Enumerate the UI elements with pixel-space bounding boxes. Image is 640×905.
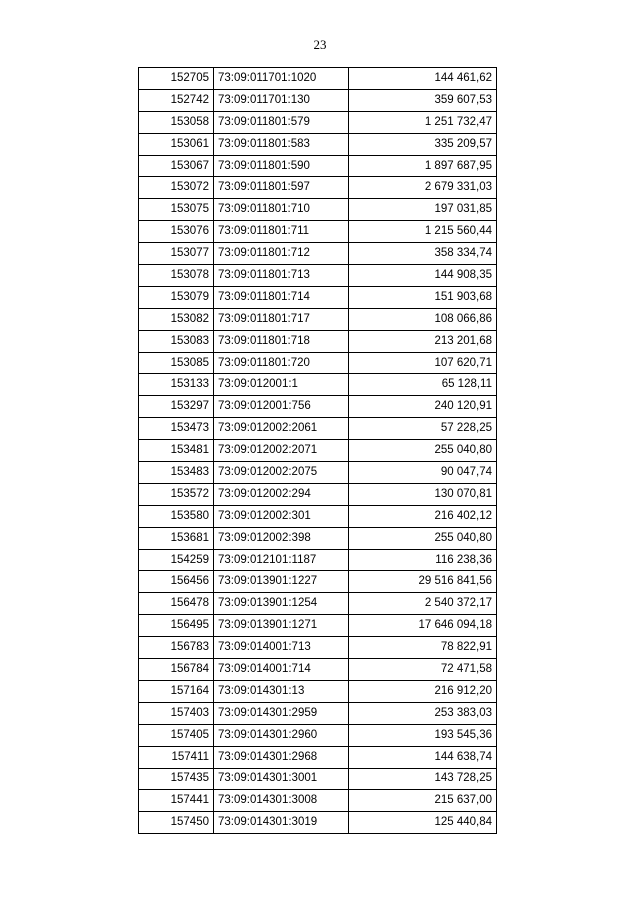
table-row — [139, 133, 497, 155]
cadastral-value-cell: 116 238,36 — [349, 549, 497, 571]
row-id-cell: 154259 — [139, 549, 214, 571]
row-id-cell: 156784 — [139, 659, 214, 681]
cadastral-value-cell: 1 897 687,95 — [349, 155, 497, 177]
table-row — [139, 221, 497, 243]
row-id-cell: 152742 — [139, 89, 214, 111]
table-row — [139, 527, 497, 549]
cadastral-value-cell: 17 646 094,18 — [349, 615, 497, 637]
cadastral-number-cell: 73:09:014001:714 — [214, 659, 349, 681]
table-row — [139, 571, 497, 593]
row-id-cell: 153079 — [139, 286, 214, 308]
cadastral-value-cell: 197 031,85 — [349, 199, 497, 221]
table-row — [139, 637, 497, 659]
cadastral-number-cell: 73:09:012101:1187 — [214, 549, 349, 571]
row-id-cell: 157450 — [139, 812, 214, 834]
cadastral-value-cell: 107 620,71 — [349, 352, 497, 374]
cadastral-number-cell: 73:09:013901:1227 — [214, 571, 349, 593]
table-row — [139, 396, 497, 418]
cadastral-number-cell: 73:09:014301:13 — [214, 680, 349, 702]
row-id-cell: 153058 — [139, 111, 214, 133]
cadastral-value-cell: 144 461,62 — [349, 68, 497, 90]
row-id-cell: 153297 — [139, 396, 214, 418]
cadastral-number-cell: 73:09:011801:712 — [214, 243, 349, 265]
row-id-cell: 153580 — [139, 505, 214, 527]
cadastral-value-cell: 255 040,80 — [349, 527, 497, 549]
row-id-cell: 153572 — [139, 483, 214, 505]
row-id-cell: 153061 — [139, 133, 214, 155]
cadastral-value-cell: 65 128,11 — [349, 374, 497, 396]
cadastral-number-cell: 73:09:013901:1254 — [214, 593, 349, 615]
table-row — [139, 440, 497, 462]
cadastral-value-cell: 2 679 331,03 — [349, 177, 497, 199]
page-number: 23 — [313, 37, 327, 52]
cadastral-value-cell: 57 228,25 — [349, 418, 497, 440]
table-row — [139, 111, 497, 133]
cadastral-number-cell: 73:09:011701:130 — [214, 89, 349, 111]
row-id-cell: 153473 — [139, 418, 214, 440]
cadastral-number-cell: 73:09:012002:301 — [214, 505, 349, 527]
cadastral-value-cell: 78 822,91 — [349, 637, 497, 659]
cadastral-value-cell: 358 334,74 — [349, 243, 497, 265]
table-body — [139, 68, 497, 834]
row-id-cell: 153085 — [139, 352, 214, 374]
row-id-cell: 157403 — [139, 702, 214, 724]
table-row — [139, 352, 497, 374]
cadastral-value-cell: 72 471,58 — [349, 659, 497, 681]
row-id-cell: 157441 — [139, 790, 214, 812]
table-row — [139, 680, 497, 702]
cadastral-number-cell: 73:09:011801:711 — [214, 221, 349, 243]
cadastral-value-cell: 240 120,91 — [349, 396, 497, 418]
cadastral-number-cell: 73:09:011801:583 — [214, 133, 349, 155]
cadastral-number-cell: 73:09:014301:3001 — [214, 768, 349, 790]
cadastral-number-cell: 73:09:012002:398 — [214, 527, 349, 549]
cadastral-value-cell: 255 040,80 — [349, 440, 497, 462]
row-id-cell: 157164 — [139, 680, 214, 702]
cadastral-value-cell: 90 047,74 — [349, 462, 497, 484]
row-id-cell: 153483 — [139, 462, 214, 484]
cadastral-value-cell: 29 516 841,56 — [349, 571, 497, 593]
table-row — [139, 462, 497, 484]
table-row — [139, 483, 497, 505]
row-id-cell: 153082 — [139, 308, 214, 330]
row-id-cell: 153077 — [139, 243, 214, 265]
cadastral-number-cell: 73:09:014301:3019 — [214, 812, 349, 834]
cadastral-number-cell: 73:09:012001:756 — [214, 396, 349, 418]
row-id-cell: 156456 — [139, 571, 214, 593]
cadastral-number-cell: 73:09:011801:590 — [214, 155, 349, 177]
cadastral-value-cell: 215 637,00 — [349, 790, 497, 812]
cadastral-number-cell: 73:09:014001:713 — [214, 637, 349, 659]
cadastral-number-cell: 73:09:012002:2071 — [214, 440, 349, 462]
cadastral-number-cell: 73:09:012001:1 — [214, 374, 349, 396]
row-id-cell: 156783 — [139, 637, 214, 659]
table-row — [139, 746, 497, 768]
cadastral-value-table — [138, 67, 497, 834]
table-row — [139, 790, 497, 812]
row-id-cell: 153078 — [139, 265, 214, 287]
cadastral-number-cell: 73:09:012002:294 — [214, 483, 349, 505]
cadastral-value-cell: 359 607,53 — [349, 89, 497, 111]
row-id-cell: 157405 — [139, 724, 214, 746]
row-id-cell: 152705 — [139, 68, 214, 90]
table-row — [139, 418, 497, 440]
cadastral-number-cell: 73:09:011801:713 — [214, 265, 349, 287]
row-id-cell: 153133 — [139, 374, 214, 396]
cadastral-number-cell: 73:09:014301:3008 — [214, 790, 349, 812]
table-row — [139, 593, 497, 615]
cadastral-value-cell: 1 251 732,47 — [349, 111, 497, 133]
cadastral-value-cell: 144 908,35 — [349, 265, 497, 287]
cadastral-value-cell: 2 540 372,17 — [349, 593, 497, 615]
cadastral-value-cell: 213 201,68 — [349, 330, 497, 352]
cadastral-number-cell: 73:09:014301:2959 — [214, 702, 349, 724]
row-id-cell: 153681 — [139, 527, 214, 549]
cadastral-value-cell: 335 209,57 — [349, 133, 497, 155]
cadastral-number-cell: 73:09:011801:720 — [214, 352, 349, 374]
row-id-cell: 153072 — [139, 177, 214, 199]
row-id-cell: 153075 — [139, 199, 214, 221]
cadastral-number-cell: 73:09:014301:2960 — [214, 724, 349, 746]
cadastral-value-cell: 193 545,36 — [349, 724, 497, 746]
table-row — [139, 68, 497, 90]
row-id-cell: 153067 — [139, 155, 214, 177]
cadastral-number-cell: 73:09:012002:2075 — [214, 462, 349, 484]
table-row — [139, 374, 497, 396]
table-row — [139, 702, 497, 724]
cadastral-value-cell: 216 912,20 — [349, 680, 497, 702]
row-id-cell: 157435 — [139, 768, 214, 790]
cadastral-value-cell: 108 066,86 — [349, 308, 497, 330]
table-row — [139, 155, 497, 177]
row-id-cell: 156478 — [139, 593, 214, 615]
cadastral-value-cell: 151 903,68 — [349, 286, 497, 308]
cadastral-value-cell: 143 728,25 — [349, 768, 497, 790]
row-id-cell: 153076 — [139, 221, 214, 243]
table-row — [139, 768, 497, 790]
table-row — [139, 286, 497, 308]
cadastral-value-cell: 144 638,74 — [349, 746, 497, 768]
cadastral-value-cell: 130 070,81 — [349, 483, 497, 505]
table-row — [139, 177, 497, 199]
cadastral-number-cell: 73:09:012002:2061 — [214, 418, 349, 440]
table-row — [139, 549, 497, 571]
row-id-cell: 156495 — [139, 615, 214, 637]
row-id-cell: 157411 — [139, 746, 214, 768]
cadastral-value-cell: 125 440,84 — [349, 812, 497, 834]
table-row — [139, 724, 497, 746]
table-row — [139, 330, 497, 352]
table-row — [139, 89, 497, 111]
cadastral-value-cell: 216 402,12 — [349, 505, 497, 527]
cadastral-number-cell: 73:09:013901:1271 — [214, 615, 349, 637]
cadastral-number-cell: 73:09:011801:718 — [214, 330, 349, 352]
row-id-cell: 153083 — [139, 330, 214, 352]
table-row — [139, 505, 497, 527]
cadastral-number-cell: 73:09:011801:717 — [214, 308, 349, 330]
cadastral-number-cell: 73:09:011801:714 — [214, 286, 349, 308]
row-id-cell: 153481 — [139, 440, 214, 462]
table-row — [139, 199, 497, 221]
cadastral-number-cell: 73:09:014301:2968 — [214, 746, 349, 768]
cadastral-value-cell: 253 383,03 — [349, 702, 497, 724]
table-row — [139, 265, 497, 287]
cadastral-number-cell: 73:09:011701:1020 — [214, 68, 349, 90]
table-row — [139, 243, 497, 265]
cadastral-value-cell: 1 215 560,44 — [349, 221, 497, 243]
table-row — [139, 615, 497, 637]
table-row — [139, 308, 497, 330]
table-row — [139, 659, 497, 681]
cadastral-number-cell: 73:09:011801:597 — [214, 177, 349, 199]
cadastral-number-cell: 73:09:011801:710 — [214, 199, 349, 221]
cadastral-number-cell: 73:09:011801:579 — [214, 111, 349, 133]
table-row — [139, 812, 497, 834]
